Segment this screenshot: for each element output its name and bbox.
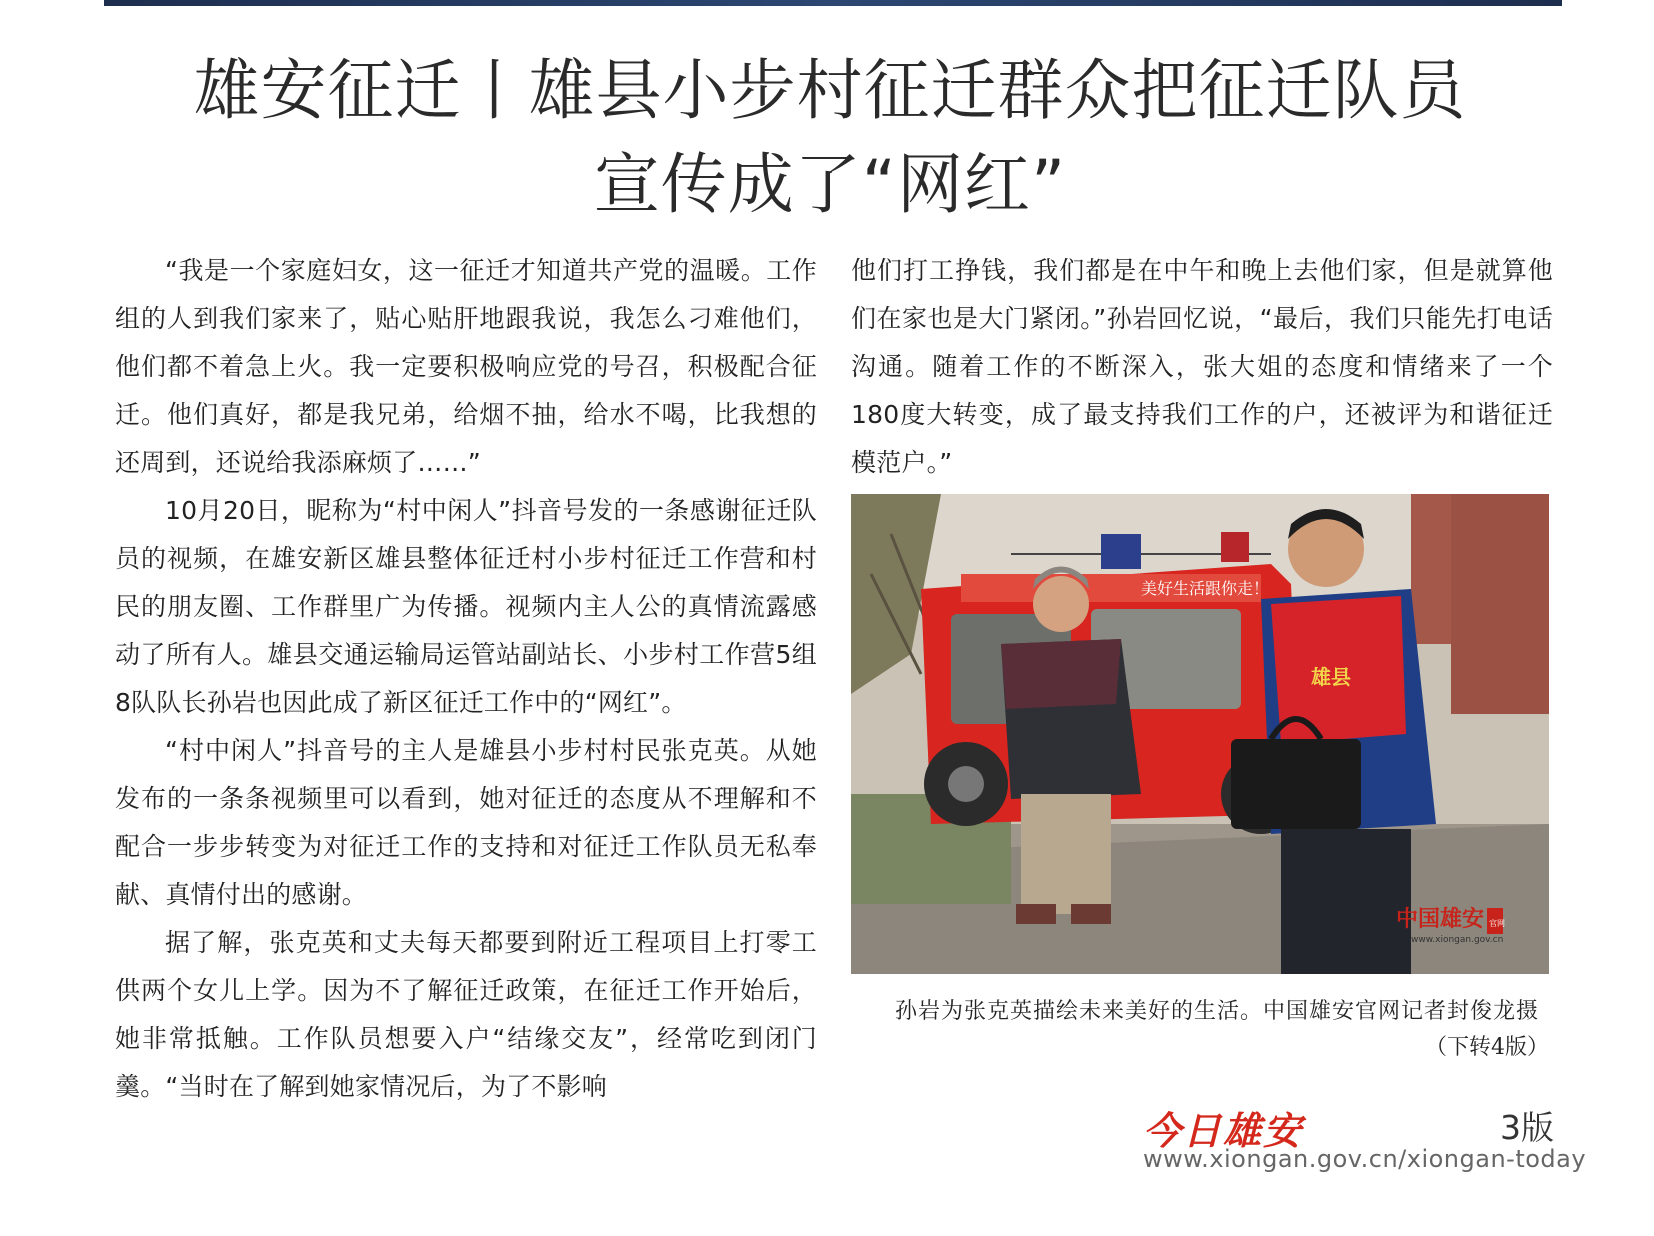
- paragraph-continued: 他们打工挣钱，我们都是在中午和晚上去他们家，但是就算他们在家也是大门紧闭。”孙岩回忆说，“最后，我们只能先打电话沟通。随着工作的不断深入，张大姐的态度和情绪来了一个180度大转变，成了最支持我们工作的户，还被评为和谐征迁模范户。”: [851, 256, 1553, 477]
- tricycle-sign-text: 美好生活跟你走！: [1141, 579, 1270, 598]
- watermark-tag: 官网: [1489, 919, 1505, 928]
- headline-line-2: 宣传成了“网红”: [593, 146, 1067, 223]
- top-accent-bar: [104, 0, 1562, 6]
- headline-line-1: 雄安征迁丨雄县小步村征迁群众把征迁队员: [193, 52, 1467, 129]
- masthead-logo: 今日雄安: [1143, 1108, 1304, 1153]
- paragraph-owner: “村中闲人”抖音号的主人是雄县小步村村民张克英。从她发布的一条条视频里可以看到，她对征迁的态度从不理解和不配合一步步转变为对征迁工作的支持和对征迁工作队员无私奉献、真情付出的感谢。: [115, 736, 817, 909]
- page-number: 3版: [1500, 1108, 1554, 1147]
- headline: [120, 44, 1540, 232]
- article-right-column: [851, 247, 1553, 487]
- news-photo: [851, 494, 1549, 974]
- vest-text: 雄县: [1311, 665, 1351, 689]
- article-left-column: [115, 247, 817, 1111]
- continued-note: （下转4版）: [1425, 1035, 1549, 1060]
- masthead-url[interactable]: www.xiongan.gov.cn/xiongan-today: [1143, 1145, 1587, 1173]
- paragraph-video: 10月20日，昵称为“村中闲人”抖音号发的一条感谢征迁队员的视频，在雄安新区雄县整体征迁村小步村征迁工作营和村民的朋友圈、工作群里广为传播。视频内主人公的真情流露感动了所有人。雄县交通运输局运管站副站长、小步村工作营5组8队队长孙岩也因此成了新区征迁工作中的“网红”。: [115, 496, 817, 717]
- watermark-url: www.xiongan.gov.cn: [1411, 935, 1504, 945]
- paragraph-background: 据了解，张克英和丈夫每天都要到附近工程项目上打零工供两个女儿上学。因为不了解征迁政策，在征迁工作开始后，她非常抵触。工作队员想要入户“结缘交友”，经常吃到闭门羹。“当时在了解到她家情况后，为了不影响: [115, 928, 817, 1101]
- paragraph-quote: “我是一个家庭妇女，这一征迁才知道共产党的温暖。工作组的人到我们家来了，贴心贴肝地跟我说，我怎么刁难他们，他们都不着急上火。我一定要积极响应党的号召，积极配合征迁。他们真好，都是我兄弟，给烟不抽，给水不喝，比我想的还周到，还说给我添麻烦了……”: [115, 256, 817, 477]
- watermark-logo: 中国雄安: [1396, 906, 1485, 932]
- photo-caption: 孙岩为张克英描绘未来美好的生活。中国雄安官网记者封俊龙摄: [895, 999, 1540, 1024]
